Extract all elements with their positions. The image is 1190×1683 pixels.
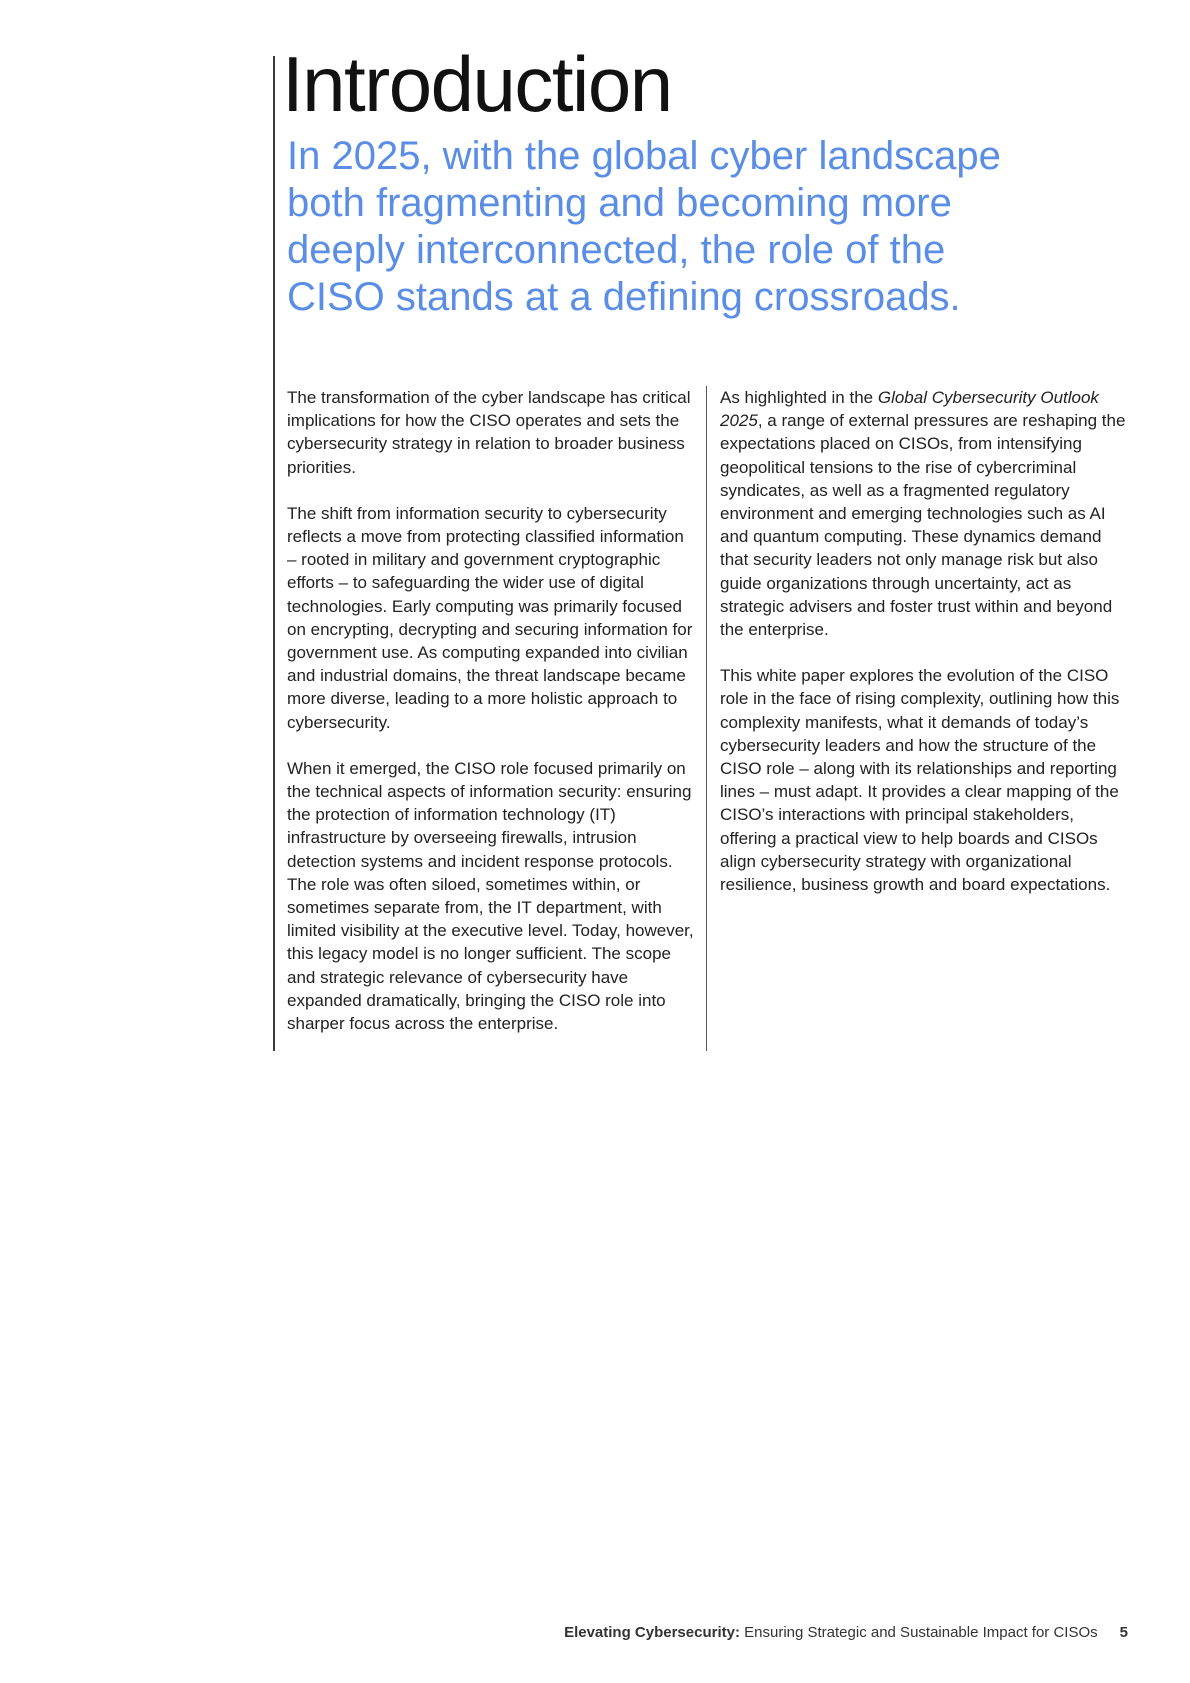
left-vertical-rule	[273, 56, 275, 1051]
left-paragraph-1: The transformation of the cyber landscape has critical implications for how the CISO operates and sets the cybersecurity strategy in relation to broader business priorities.	[287, 388, 691, 477]
footer-report-title: Elevating Cybersecurity:	[564, 1624, 740, 1641]
right-paragraph-1	[720, 386, 1128, 641]
right-paragraph-2: This white paper explores the evolution of the CISO role in the face of rising complexity, outlining how this complexity manifests, what it demands of today’s cybersecurity leaders and how the structure of the CISO role – along with its relationships and reporting lines – must adapt. It provides a clear mapping of the CISO’s interactions with principal stakeholders, offering a practical view to help boards and CISOs align cybersecurity strategy with organizational resilience, business growth and board expectations.	[720, 666, 1120, 895]
column-divider-rule	[706, 386, 707, 1051]
right-text-column	[720, 386, 1128, 919]
right-paragraph-1-rest: , a range of external pressures are reshaping the expectations placed on CISOs, from intensifying geopolitical tensions to the rise of cybercriminal syndicates, as well as a fragmented regulatory environment and emerging technologies such as AI and quantum computing. These dynamics demand that security leaders not only manage risk but also guide organizations through uncertainty, act as strategic advisers and foster trust within and beyond the enterprise.	[720, 411, 1126, 640]
left-text-column	[287, 386, 697, 1058]
page-title: Introduction	[282, 40, 672, 128]
left-paragraph-3: When it emerged, the CISO role focused primarily on the technical aspects of information security: ensuring the protection of information technology (IT) infrastructure by overseeing firewalls, intrusion detection systems and incident response protocols. The role was often siloed, sometimes within, or sometimes separate from, the IT department, with limited visibility at the executive level. Today, however, this legacy model is no longer sufficient. The scope and strategic relevance of cybersecurity have expanded dramatically, bringing the CISO role into sharper focus across the enterprise.	[287, 758, 694, 1034]
right-paragraph-1-lead: As highlighted in the	[720, 388, 878, 407]
report-citation-link: Global Cybersecurity Outlook 2025	[720, 388, 1099, 431]
left-paragraph-2: The shift from information security to cybersecurity reflects a move from protecting classified information – rooted in military and government cryptographic efforts – to safeguarding the wider use of digital technologies. Early computing was primarily focused on encrypting, decrypting and securing information for government use. As computing expanded into civilian and industrial domains, the threat landscape became more diverse, leading to a more holistic approach to cybersecurity.	[287, 503, 693, 732]
page-footer	[564, 1624, 1128, 1641]
page-number: 5	[1119, 1624, 1128, 1641]
page-subtitle: In 2025, with the global cyber landscape both fragmenting and becoming more deeply interconnected, the role of the CISO stands at a defining crossroads.	[287, 134, 1001, 319]
footer-report-subtitle: Ensuring Strategic and Sustainable Impact for CISOs	[739, 1624, 1098, 1641]
